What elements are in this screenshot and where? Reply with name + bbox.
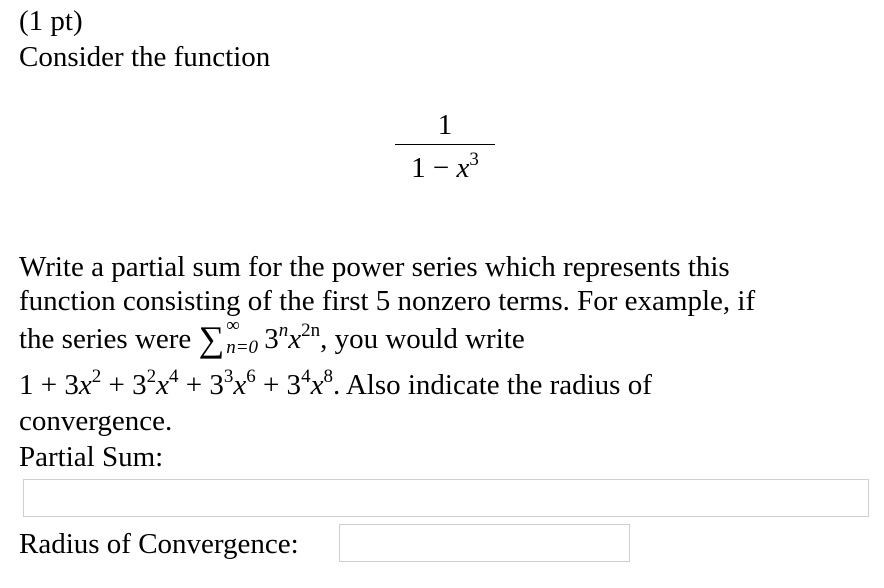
paragraph-line-5: convergence. xyxy=(19,405,173,437)
line3-prefix: the series were xyxy=(19,323,199,355)
sum-lower-limit: n=0 xyxy=(226,337,259,358)
denominator-lead: 1 − xyxy=(411,152,457,184)
expansion-example: $1 + 3x^2 + 3^2x^4 + 3^3x^6 + 3^4x^8$ xyxy=(19,366,333,401)
fraction-bar xyxy=(395,144,495,145)
partial-sum-input[interactable] xyxy=(23,479,869,517)
sum-upper-limit: ∞ xyxy=(226,315,240,336)
line3-suffix: , you would write xyxy=(320,323,525,355)
line4-suffix: . Also indicate the radius of xyxy=(332,369,652,401)
summation-limits xyxy=(224,315,264,358)
denominator-variable: x xyxy=(456,152,470,184)
radius-label: Radius of Convergence: xyxy=(19,528,299,560)
summation-symbol: ∑ xyxy=(198,319,225,359)
paragraph-line-4 xyxy=(19,368,652,402)
partial-sum-label: Partial Sum: xyxy=(19,441,164,473)
example-term: $3^nx^{2n}$ xyxy=(264,320,321,355)
problem-intro: Consider the function xyxy=(19,41,271,73)
paragraph-line-1: Write a partial sum for the power series which represents this xyxy=(19,251,730,283)
paragraph-line-2: function consisting of the first 5 nonzero terms. For example, if xyxy=(19,285,756,317)
radius-input[interactable] xyxy=(339,524,630,562)
fraction-denominator xyxy=(395,151,495,185)
points-label: (1 pt) xyxy=(19,5,83,37)
fraction-numerator: 1 xyxy=(437,109,453,141)
denominator-exponent: 3 xyxy=(469,149,479,170)
paragraph-line-3 xyxy=(19,315,525,359)
function-fraction xyxy=(395,108,495,185)
